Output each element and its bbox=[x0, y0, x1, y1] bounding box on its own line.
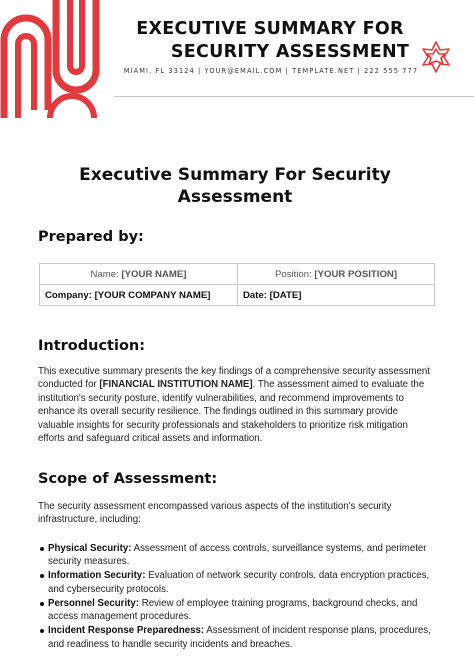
header-contact-line: MIAMI, FL 33124 | YOUR@EMAIL.COM | TEMPLATE.NET | 222 555 777 bbox=[123, 67, 419, 75]
list-item-desc: Assessment of incident response plans, procedures, and readiness to handle security incidents and breaches. bbox=[48, 625, 431, 650]
name-label: Name: bbox=[90, 268, 119, 280]
intro-text-end: . The assessment aimed to evaluate the institution's security posture, identify vulnerabilities, and recommend improvements to enhance its overall security resilience. The findings outlined in this summary provide valuable insights for security professionals and stakeholders to prioritize risk mitigation efforts and safeguard critical assets and information. bbox=[38, 379, 425, 445]
list-item-term: Information Security: bbox=[48, 570, 146, 582]
list-item bbox=[48, 569, 438, 596]
date-cell bbox=[238, 285, 435, 306]
table-row bbox=[40, 264, 435, 285]
company-value: [YOUR COMPANY NAME] bbox=[94, 289, 211, 301]
list-item-term: Personnel Security: bbox=[48, 597, 139, 609]
list-item bbox=[48, 542, 438, 569]
institution-name: [FINANCIAL INSTITUTION NAME] bbox=[99, 379, 253, 391]
header-title bbox=[120, 18, 420, 64]
scope-intro-paragraph: The security assessment encompassed various aspects of the institution's security infrastructure, including: bbox=[38, 501, 392, 526]
table-row bbox=[40, 285, 435, 306]
introduction-paragraph bbox=[38, 365, 436, 445]
company-label: Company: bbox=[45, 289, 92, 301]
list-item-term: Incident Response Preparedness: bbox=[48, 625, 205, 637]
position-value: [YOUR POSITION] bbox=[314, 268, 398, 280]
position-cell bbox=[238, 264, 435, 285]
document-title: Executive Summary For Security Assessment bbox=[79, 165, 391, 207]
date-value: [DATE] bbox=[269, 289, 302, 301]
list-item bbox=[48, 597, 438, 624]
prepared-by-table bbox=[39, 263, 435, 306]
scope-list bbox=[48, 542, 438, 652]
list-item bbox=[48, 624, 438, 651]
intro-text-start: This executive summary presents the key findings of a comprehensive security assessment conducted for bbox=[38, 366, 430, 391]
position-label: Position: bbox=[274, 268, 312, 280]
paperclip-logo-icon bbox=[0, 0, 100, 118]
list-item-desc: Review of employee training programs, background checks, and access management procedures. bbox=[48, 597, 418, 623]
page-header bbox=[0, 0, 474, 118]
prepared-by-heading: Prepared by: bbox=[38, 229, 144, 245]
header-title-line2: SECURITY ASSESSMENT bbox=[170, 42, 410, 62]
name-value: [YOUR NAME] bbox=[121, 268, 187, 280]
header-title-line1: EXECUTIVE SUMMARY FOR bbox=[136, 19, 404, 39]
scope-heading: Scope of Assessment: bbox=[38, 471, 218, 487]
list-item-desc: Evaluation of network security controls, data encryption practices, and cybersecurity protocols. bbox=[48, 570, 430, 595]
company-cell bbox=[40, 285, 238, 306]
list-item-desc: Assessment of access controls, surveillance systems, and perimeter security measures. bbox=[48, 543, 427, 568]
header-divider bbox=[114, 96, 474, 97]
list-item-term: Physical Security: bbox=[48, 543, 132, 554]
date-label: Date: bbox=[243, 289, 267, 301]
name-cell bbox=[40, 264, 238, 285]
introduction-heading: Introduction: bbox=[38, 338, 146, 354]
